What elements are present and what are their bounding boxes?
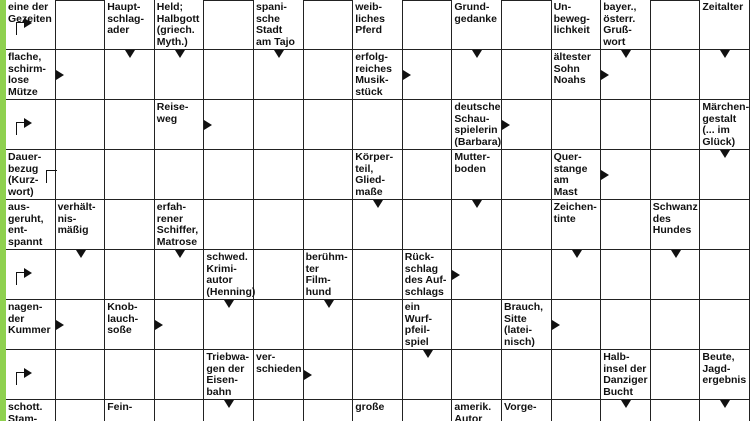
crossword-grid	[6, 0, 750, 421]
answer-cell[interactable]	[601, 150, 651, 200]
answer-cell[interactable]	[304, 150, 354, 200]
clue-text: Körper- teil, Glied- maße	[355, 151, 394, 198]
answer-cell[interactable]	[254, 50, 304, 100]
clue-text: ver- schieden	[256, 351, 302, 375]
answer-cell[interactable]	[651, 250, 701, 300]
clue-cell	[403, 250, 453, 300]
clue-text: eine der Gezeiten	[8, 1, 52, 25]
clue-text: Un- beweg- lichkeit	[553, 1, 590, 36]
clue-text: Mutter- boden	[454, 151, 490, 175]
answer-cell[interactable]	[155, 350, 205, 400]
clue-text: Knob- lauch- soße	[107, 301, 139, 336]
clue-cell	[700, 0, 750, 50]
clue-cell	[552, 150, 602, 200]
answer-cell[interactable]	[304, 400, 354, 421]
clue-text: Quer- stange am Mast	[553, 151, 588, 198]
answer-cell[interactable]	[700, 150, 750, 200]
answer-cell[interactable]	[452, 300, 502, 350]
answer-cell[interactable]	[56, 50, 106, 100]
clue-text: Schwanz des Hundes	[652, 201, 698, 236]
arrow-right-icon	[24, 18, 32, 28]
answer-cell[interactable]	[254, 400, 304, 421]
answer-cell[interactable]	[56, 0, 106, 50]
clue-cell	[452, 150, 502, 200]
answer-cell[interactable]	[651, 350, 701, 400]
answer-cell[interactable]	[204, 400, 254, 421]
answer-cell[interactable]	[304, 200, 354, 250]
clue-cell	[452, 400, 502, 421]
clue-cell	[6, 200, 56, 250]
answer-cell[interactable]	[204, 50, 254, 100]
answer-cell[interactable]	[304, 50, 354, 100]
clue-text: große	[355, 401, 385, 413]
clue-cell	[204, 350, 254, 400]
answer-cell[interactable]	[105, 200, 155, 250]
answer-cell[interactable]	[700, 250, 750, 300]
clue-cell	[353, 150, 403, 200]
clue-cell	[601, 350, 651, 400]
answer-cell[interactable]	[56, 350, 106, 400]
clue-text: Reise- weg	[156, 101, 189, 125]
clue-text: nagen- der Kummer	[8, 301, 51, 336]
clue-cell	[502, 300, 552, 350]
clue-cell	[254, 350, 304, 400]
clue-cell	[651, 200, 701, 250]
answer-cell[interactable]	[204, 100, 254, 150]
clue-cell	[6, 300, 56, 350]
answer-cell[interactable]	[155, 250, 205, 300]
answer-cell[interactable]	[651, 50, 701, 100]
clue-cell	[403, 300, 453, 350]
answer-cell[interactable]	[56, 400, 106, 421]
clue-text: berühm- ter Film- hund	[305, 251, 348, 298]
answer-cell[interactable]	[700, 300, 750, 350]
clue-text: Brauch, Sitte (latei- nisch)	[504, 301, 544, 348]
clue-text: spani- sche Stadt am Tajo	[256, 1, 295, 48]
answer-cell[interactable]	[403, 150, 453, 200]
answer-cell[interactable]	[502, 250, 552, 300]
answer-cell[interactable]	[56, 150, 106, 200]
clue-text: Zeitalter	[702, 1, 744, 13]
clue-text: Grund- gedanke	[454, 1, 497, 25]
answer-cell[interactable]	[204, 150, 254, 200]
answer-cell[interactable]	[155, 50, 205, 100]
answer-cell[interactable]	[304, 0, 354, 50]
answer-cell[interactable]	[155, 150, 205, 200]
clue-cell	[6, 100, 56, 150]
clue-text: aus- geruht, ent- spannt	[8, 201, 44, 248]
answer-cell[interactable]	[552, 100, 602, 150]
answer-cell[interactable]	[353, 300, 403, 350]
clue-text: erfah- rener Schiffer, Matrose	[156, 201, 199, 248]
answer-cell[interactable]	[552, 400, 602, 421]
clue-text: Dauer- bezug (Kurz- wort)	[8, 151, 42, 198]
answer-cell[interactable]	[403, 50, 453, 100]
clue-text: Halb- insel der Danziger Bucht	[603, 351, 648, 398]
answer-cell[interactable]	[452, 350, 502, 400]
answer-cell[interactable]	[155, 300, 205, 350]
answer-cell[interactable]	[254, 250, 304, 300]
clue-text: Rück- schlag des Auf- schlags	[404, 251, 447, 298]
answer-cell[interactable]	[304, 100, 354, 150]
clue-cell	[105, 0, 155, 50]
answer-cell[interactable]	[353, 100, 403, 150]
answer-cell[interactable]	[56, 100, 106, 150]
clue-text: weib- liches Pferd	[355, 1, 385, 36]
answer-cell[interactable]	[651, 100, 701, 150]
answer-cell[interactable]	[651, 0, 701, 50]
clue-text: Held; Halbgott (griech. Myth.)	[156, 1, 200, 48]
clue-cell	[105, 400, 155, 421]
clue-text: verhält- nis- mäßig	[57, 201, 96, 236]
clue-cell	[601, 0, 651, 50]
clue-cell	[6, 0, 56, 50]
clue-text: erfolg- reiches Musik- stück	[355, 51, 392, 98]
clue-cell	[700, 100, 750, 150]
clue-cell	[552, 200, 602, 250]
answer-cell[interactable]	[105, 100, 155, 150]
answer-cell[interactable]	[601, 200, 651, 250]
clue-text: ältester Sohn Noahs	[553, 51, 591, 86]
answer-cell[interactable]	[502, 350, 552, 400]
answer-cell[interactable]	[353, 200, 403, 250]
answer-cell[interactable]	[403, 400, 453, 421]
clue-cell	[304, 250, 354, 300]
answer-cell[interactable]	[502, 100, 552, 150]
clue-cell	[353, 400, 403, 421]
clue-text: Fein-	[107, 401, 133, 413]
answer-cell[interactable]	[353, 250, 403, 300]
clue-text: deutsche Schau- spielerin (Barbara)	[454, 101, 502, 148]
answer-cell[interactable]	[403, 200, 453, 250]
answer-cell[interactable]	[601, 100, 651, 150]
clue-text: bayer., österr. Gruß- wort	[603, 1, 637, 48]
answer-cell[interactable]	[155, 400, 205, 421]
answer-cell[interactable]	[502, 200, 552, 250]
clue-cell	[56, 200, 106, 250]
answer-cell[interactable]	[204, 300, 254, 350]
answer-cell[interactable]	[452, 250, 502, 300]
answer-cell[interactable]	[353, 350, 403, 400]
clue-cell	[155, 0, 205, 50]
answer-cell[interactable]	[601, 300, 651, 350]
clue-cell	[155, 100, 205, 150]
answer-cell[interactable]	[105, 150, 155, 200]
answer-cell[interactable]	[56, 300, 106, 350]
clue-cell	[204, 250, 254, 300]
answer-cell[interactable]	[254, 200, 304, 250]
clue-cell	[353, 50, 403, 100]
answer-cell[interactable]	[502, 150, 552, 200]
clue-cell	[6, 400, 56, 421]
arrow-right-icon	[24, 268, 32, 278]
answer-cell[interactable]	[700, 200, 750, 250]
clue-cell	[105, 300, 155, 350]
clue-text: Vorge-	[504, 401, 537, 413]
clue-text: Märchen- gestalt (... im Glück)	[702, 101, 750, 148]
answer-cell[interactable]	[502, 50, 552, 100]
answer-cell[interactable]	[403, 100, 453, 150]
clue-cell	[254, 0, 304, 50]
clue-text: ein Wurf- pfeil- spiel	[404, 301, 433, 348]
answer-cell[interactable]	[700, 400, 750, 421]
answer-cell[interactable]	[105, 350, 155, 400]
clue-cell	[552, 50, 602, 100]
answer-cell[interactable]	[552, 300, 602, 350]
clue-cell	[502, 400, 552, 421]
answer-cell[interactable]	[552, 250, 602, 300]
clue-cell	[700, 350, 750, 400]
clue-cell	[452, 100, 502, 150]
answer-cell[interactable]	[254, 150, 304, 200]
clue-cell	[6, 50, 56, 100]
answer-cell[interactable]	[304, 350, 354, 400]
answer-cell[interactable]	[651, 150, 701, 200]
clue-cell	[353, 0, 403, 50]
answer-cell[interactable]	[254, 300, 304, 350]
answer-cell[interactable]	[204, 0, 254, 50]
answer-cell[interactable]	[601, 250, 651, 300]
answer-cell[interactable]	[304, 300, 354, 350]
answer-cell[interactable]	[403, 0, 453, 50]
answer-cell[interactable]	[105, 250, 155, 300]
clue-text: Haupt- schlag- ader	[107, 1, 144, 36]
arrow-right-icon	[24, 368, 32, 378]
clue-text: schott. Stam-	[8, 401, 43, 421]
clue-cell	[552, 0, 602, 50]
clue-text: schwed. Krimi- autor (Henning)	[206, 251, 256, 298]
clue-text: Beute, Jagd- ergebnis	[702, 351, 747, 386]
answer-cell[interactable]	[552, 350, 602, 400]
clue-cell	[6, 350, 56, 400]
answer-cell[interactable]	[700, 50, 750, 100]
clue-cell	[6, 150, 56, 200]
arrow-right-icon	[24, 118, 32, 128]
answer-cell[interactable]	[403, 350, 453, 400]
clue-cell	[155, 200, 205, 250]
clue-text: flache, schirm- lose Mütze	[8, 51, 46, 98]
answer-cell[interactable]	[254, 100, 304, 150]
clue-cell	[6, 250, 56, 300]
answer-cell[interactable]	[105, 50, 155, 100]
clue-text: Triebwa- gen der Eisen- bahn	[206, 351, 249, 398]
answer-cell[interactable]	[601, 50, 651, 100]
answer-cell[interactable]	[452, 200, 502, 250]
answer-cell[interactable]	[601, 400, 651, 421]
answer-cell[interactable]	[651, 400, 701, 421]
answer-cell[interactable]	[452, 50, 502, 100]
clue-cell	[452, 0, 502, 50]
answer-cell[interactable]	[56, 250, 106, 300]
answer-cell[interactable]	[204, 200, 254, 250]
answer-cell[interactable]	[502, 0, 552, 50]
clue-text: amerik. Autor	[454, 401, 492, 421]
answer-cell[interactable]	[651, 300, 701, 350]
clue-text: Zeichen- tinte	[553, 201, 597, 225]
